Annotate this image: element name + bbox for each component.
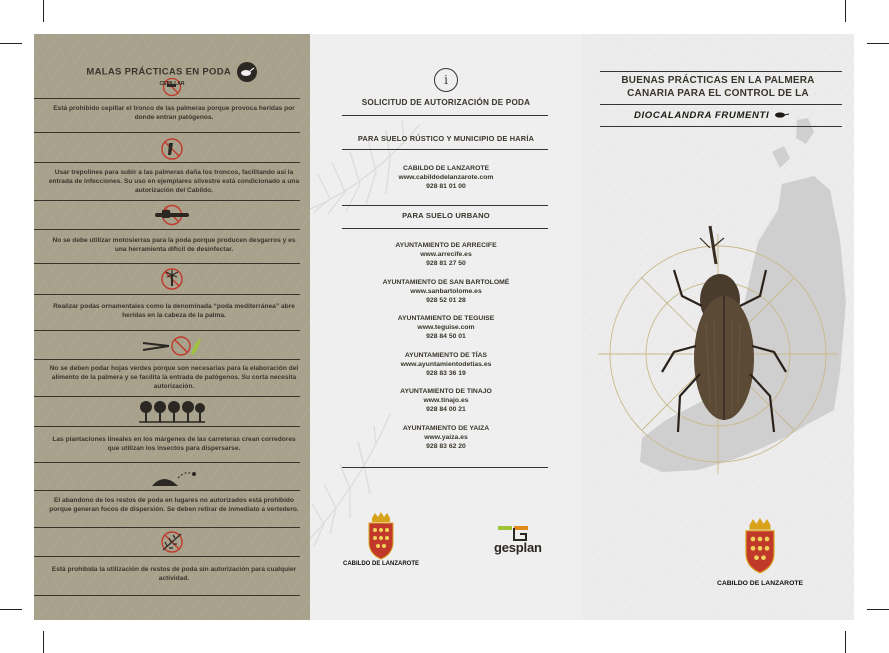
contact-phone: 928 83 36 19 — [426, 370, 466, 377]
cover-panel — [582, 34, 854, 620]
crop-mark — [867, 43, 889, 44]
divider — [34, 330, 300, 331]
bad-practices-panel — [34, 34, 310, 620]
contact-web[interactable]: www.yaiza.es — [424, 434, 468, 441]
divider — [34, 490, 300, 491]
divider — [34, 200, 300, 201]
divider — [34, 462, 300, 463]
ornamental-palm-forbidden-icon — [34, 267, 310, 296]
species-name — [634, 110, 834, 121]
cabildo-coat-of-arms-icon — [740, 518, 780, 574]
crop-mark — [0, 609, 22, 610]
divider — [342, 149, 548, 150]
urban-contact — [310, 424, 582, 451]
bad-practice-text: Usar trepolines para subir a las palmeras daña los troncos, facilitando así la entrada de infecciones. Su uso en ejemplares silvestre está condicionado a una autorización del Cabildo. — [48, 169, 300, 194]
cabildo-logo-text: CABILDO DE LANZAROTE — [343, 561, 419, 567]
divider — [34, 162, 300, 163]
divider — [34, 527, 300, 528]
divider — [34, 132, 300, 133]
divider — [342, 205, 548, 206]
bad-practice-text: Realizar podas ornamentales como la denominada “poda mediterránea” abre heridas en la cabeza de la palma. — [53, 303, 295, 319]
contact-web[interactable]: www.cabildodelanzarote.com — [398, 174, 494, 181]
contact-name: AYUNTAMIENTO DE TEGUISE — [397, 315, 495, 322]
divider — [600, 71, 842, 72]
divider — [34, 556, 300, 557]
urban-heading: PARA SUELO URBANO — [402, 211, 490, 220]
info-icon: i — [434, 68, 458, 92]
crop-mark — [867, 609, 889, 610]
bad-practice-text: Está prohibido cepillar el tronco de las palmeras porque provoca heridas por donde entran patógenos. — [53, 105, 295, 121]
cabildo-coat-of-arms-icon — [364, 512, 398, 560]
contact-phone: 928 81 01 00 — [426, 183, 466, 190]
authorization-heading: SOLICITUD DE AUTORIZACIÓN DE PODA — [361, 98, 531, 107]
crop-mark — [43, 0, 44, 22]
contact-web[interactable]: www.arrecife.es — [420, 251, 472, 258]
cabildo-logo-text: CABILDO DE LANZAROTE — [716, 580, 804, 587]
contact-name: AYUNTAMIENTO DE SAN BARTOLOMÉ — [382, 279, 510, 286]
debris-pile-icon — [34, 466, 310, 493]
urban-contact — [310, 241, 582, 268]
divider — [34, 263, 300, 264]
divider — [342, 228, 548, 229]
divider — [34, 396, 300, 397]
crop-mark — [43, 631, 44, 653]
contact-phone: 928 83 62 20 — [426, 443, 466, 450]
urban-contact — [310, 314, 582, 341]
rural-heading: PARA SUELO RÚSTICO Y MUNICIPIO DE HARÍA — [357, 134, 535, 143]
brochure-sheet — [34, 34, 854, 620]
cover-title-line2: CANARIA PARA EL CONTROL DE LA — [627, 88, 809, 99]
palm-leaf-forbidden-icon — [34, 530, 310, 559]
divider — [34, 595, 300, 596]
divider — [34, 98, 300, 99]
divider — [34, 294, 300, 295]
weevil-icon — [773, 111, 789, 119]
crop-mark — [845, 0, 846, 22]
rural-contact — [310, 164, 582, 191]
contact-name: AYUNTAMIENTO DE ARRECIFE — [395, 242, 497, 249]
divider — [34, 426, 300, 427]
authorization-panel — [310, 34, 582, 620]
contact-web[interactable]: www.ayuntamientodetias.es — [400, 361, 492, 368]
contact-web[interactable]: www.teguise.com — [417, 324, 475, 331]
bad-practice-text: Está prohibida la utilización de restos de poda sin autorización para cualquier actividad. — [51, 566, 297, 582]
contact-phone: 928 84 50 01 — [426, 333, 466, 340]
palm-row-icon — [34, 398, 310, 429]
contact-phone: 928 81 27 50 — [426, 260, 466, 267]
contact-name: AYUNTAMIENTO DE TINAJO — [400, 388, 492, 395]
contact-name: AYUNTAMIENTO DE TÍAS — [404, 352, 488, 359]
divider — [34, 359, 300, 360]
contact-phone: 928 84 00 21 — [426, 406, 466, 413]
chainsaw-forbidden-icon — [34, 204, 310, 231]
urban-contact — [310, 278, 582, 305]
contact-phone: 928 52 01 28 — [426, 297, 466, 304]
urban-contact — [310, 387, 582, 414]
crop-mark — [0, 43, 22, 44]
bad-practice-text: El abandono de los restos de poda en lugares no autorizados está prohibido porque generan focos de dispersión. Se deben retirar de inmediato a vertedero. — [49, 497, 299, 513]
brush-label: CEPILLAR — [159, 81, 185, 87]
cover-title-line1: BUENAS PRÁCTICAS EN LA PALMERA — [621, 75, 815, 86]
gesplan-logo-text: gesplan — [494, 540, 542, 555]
bad-practice-text: Las plantaciones lineales en los márgenes de las carreteras crean corredores que utilizan los insectos para dispersarse. — [52, 436, 296, 452]
bad-practices-title: MALAS PRÁCTICAS EN PODA — [34, 61, 310, 83]
contact-web[interactable]: www.tinajo.es — [423, 397, 469, 404]
bad-practice-text: No se deben podar hojas verdes porque son necesarias para la elaboración del alimento de la palmera y se facilita la entrada de patógenos. Su corta necesita autorización. — [49, 365, 299, 390]
divider — [600, 104, 842, 105]
bad-practice-text: No se debe utilizar motosierras para la poda porque producen desgarros y es una herramienta difícil de desinfectar. — [52, 237, 296, 253]
crop-mark — [845, 631, 846, 653]
divider — [34, 229, 300, 230]
divider — [600, 126, 842, 127]
contact-name: AYUNTAMIENTO DE YAIZA — [402, 425, 490, 432]
divider — [342, 115, 548, 116]
species-label: DIOCALANDRA FRUMENTI — [634, 110, 770, 121]
contact-web[interactable]: www.sanbartolome.es — [410, 288, 482, 295]
urban-contact — [310, 351, 582, 378]
divider — [342, 467, 548, 468]
lanzarote-map-illustration — [582, 34, 854, 620]
contact-name: CABILDO DE LANZAROTE — [402, 165, 490, 172]
